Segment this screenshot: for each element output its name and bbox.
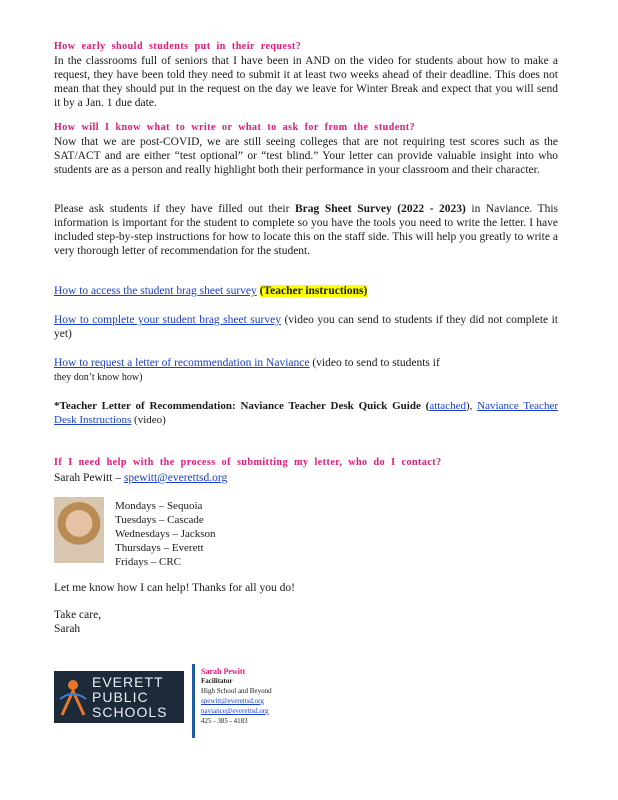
closing-takecare: Take care, xyxy=(54,609,102,621)
brag-sheet-complete-link[interactable]: How to complete your student brag sheet survey xyxy=(54,314,281,326)
schedule-item: Tuesdays – Cascade xyxy=(115,514,204,526)
signature-title: Facilitator xyxy=(201,677,233,685)
link-line-3 xyxy=(54,356,558,370)
quick-guide-close: ), xyxy=(465,400,473,412)
question-write-body: Now that we are post-COVID, we are still seeing colleges that are not requiring test scores such as the SAT/ACT and are either “test optional” or “test blind.” Your letter can provide valuable insight into who students are as a person and really highlight both their performance in your classroom and their character. xyxy=(54,136,558,176)
request-letter-note-small: they don’t know how) xyxy=(54,372,143,383)
brag-sheet-access-link[interactable]: How to access the student brag sheet survey xyxy=(54,285,257,297)
brag-sheet-survey-name: Brag Sheet Survey (2022 - 2023) xyxy=(294,203,466,215)
question-early-body: In the classrooms full of seniors that I have been in AND on the video for students about how to make a request, they have been told they need to submit it at least two weeks ahead of their deadline. This does not mean that they should put in the request on the day we leave for Winter Break and expect that you will send it by a Jan. 1 due date. xyxy=(54,55,558,109)
contact-name: Sarah Pewitt – xyxy=(54,472,122,484)
signature-email-2[interactable]: naviance@everettsd.org xyxy=(201,707,269,715)
schedule-item: Wednesdays – Jackson xyxy=(115,528,216,540)
logo-text-line3: SCHOOLS xyxy=(92,704,168,720)
teacher-instructions-highlight: (Teacher instructions) xyxy=(259,285,368,297)
closing-name: Sarah xyxy=(54,623,81,635)
schedule-item: Mondays – Sequoia xyxy=(115,500,203,512)
contact-heading: If I need help with the process of submitting my letter, who do I contact? xyxy=(54,457,442,468)
signature-phone: 425 - 385 - 4183 xyxy=(201,717,248,725)
brag-sheet-pre: Please ask students if they have filled out their xyxy=(54,203,290,215)
link-line-1 xyxy=(54,284,367,298)
logo-mark-icon xyxy=(58,677,88,717)
logo-text-line1: EVERETT xyxy=(92,674,164,690)
contact-line xyxy=(54,471,227,485)
link-line-2 xyxy=(54,313,558,341)
brag-sheet-complete-note: (video you can send to students if they did not complete it yet) xyxy=(54,314,559,340)
signature-department: High School and Beyond xyxy=(201,687,272,695)
closing-line: Let me know how I can help! Thanks for all you do! xyxy=(54,582,295,594)
request-letter-note: (video to send to students if xyxy=(312,357,440,369)
signature-details xyxy=(201,667,272,726)
signature-email-1[interactable]: spewitt@everettsd.org xyxy=(201,697,264,705)
question-write-heading: How will I know what to write or what to ask for from the student? xyxy=(54,122,416,133)
weekly-schedule xyxy=(115,499,216,569)
brag-sheet-post: in Naviance. This information is important for the student to complete so you have the tools you need to write the letter. I have included step-by-step instructions for how to locate this on the staff side. This will help you greatly to write a very thorough letter of recommendation for the student. xyxy=(54,203,559,257)
contact-email-link[interactable]: spewitt@everettsd.org xyxy=(123,472,228,484)
quick-guide-label: *Teacher Letter of Recommendation: Naviance Teacher Desk Quick Guide ( xyxy=(54,400,430,412)
request-letter-link[interactable]: How to request a letter of recommendation in Naviance xyxy=(54,357,310,369)
logo-text-line2: PUBLIC xyxy=(92,689,149,705)
teacher-desk-instructions-note: (video) xyxy=(134,414,166,426)
signature-divider xyxy=(192,664,195,738)
question-early-heading: How early should students put in their request? xyxy=(54,41,302,52)
schedule-item: Fridays – CRC xyxy=(115,556,182,568)
attached-link[interactable]: attached xyxy=(429,400,466,412)
link-line-4 xyxy=(54,399,558,427)
teacher-desk-instructions-link[interactable]: Naviance Teacher Desk Instructions xyxy=(54,400,558,426)
schedule-item: Thursdays – Everett xyxy=(115,542,204,554)
brag-sheet-paragraph xyxy=(54,202,558,258)
district-logo xyxy=(54,671,184,723)
avatar-photo xyxy=(54,497,104,563)
signature-name: Sarah Pewitt xyxy=(201,667,246,676)
